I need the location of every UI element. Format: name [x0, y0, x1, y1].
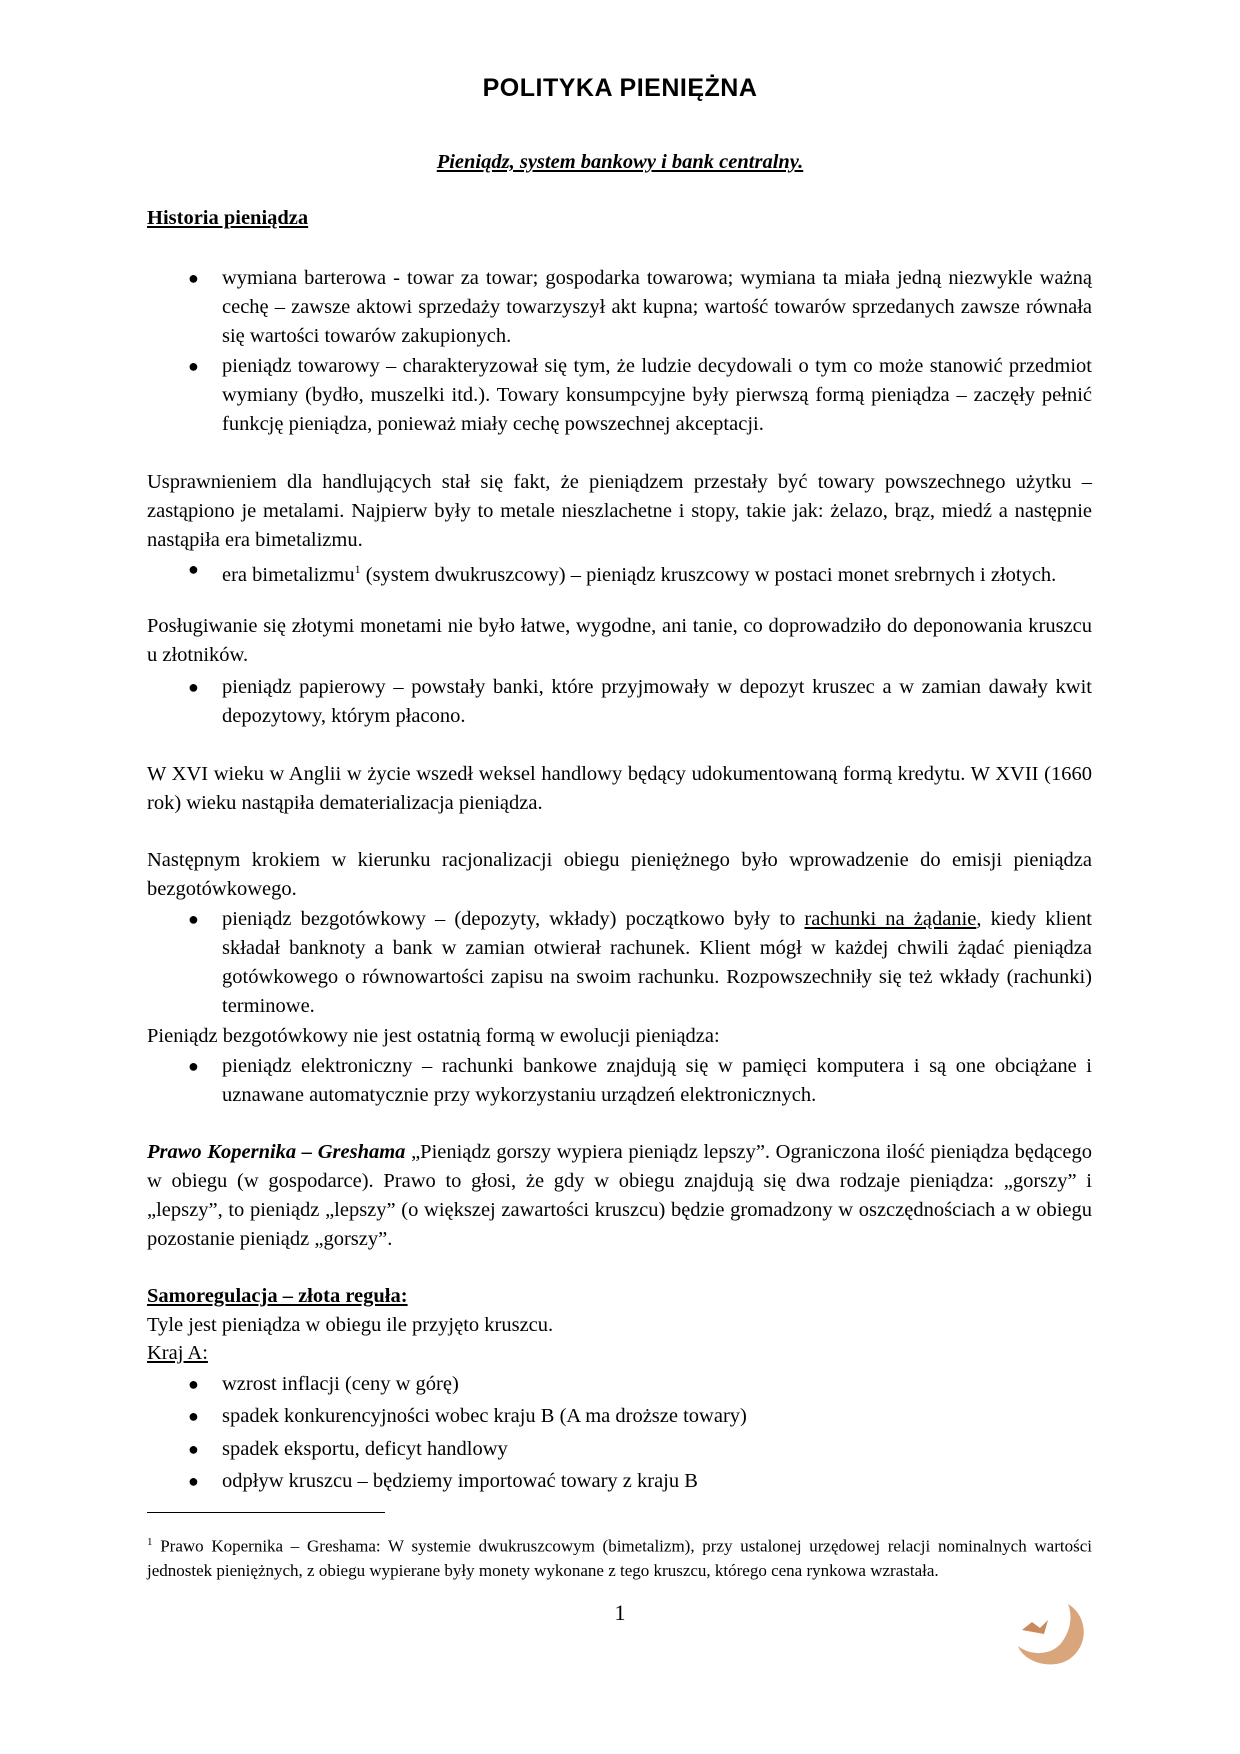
- paragraph-gresham-law: [147, 1138, 1092, 1254]
- list-item: [188, 1467, 1092, 1496]
- bullet-text: pieniądz towarowy – charakteryzował się tym, że ludzie decydowali o tym co może stanowić przedmiot wymiany (bydło, muszelki itd.). Towary konsumpcyjne były pierwszą formą pieniądza – zaczęły pełnić funkcję pieniądza, ponieważ miały cechę powszechnej akceptacji.: [222, 355, 1092, 435]
- page-number: 1: [614, 1600, 626, 1625]
- bullet-icon: ●: [188, 356, 199, 376]
- list-item: [188, 1370, 1092, 1399]
- bullet-text: pieniądz bezgotówkowy – (depozyty, wkłady) początkowo były to: [222, 908, 805, 930]
- list-item: [188, 1435, 1092, 1464]
- bullet-text: pieniądz elektroniczny – rachunki bankowe znajdują się w pamięci komputera i są one obciążane i uznawane automatycznie przy wykorzystaniu urządzeń elektronicznych.: [222, 1055, 1092, 1106]
- document-subtitle: Pieniądz, system bankowy i bank centralny.: [436, 151, 804, 173]
- demand-accounts-term: rachunki na żądanie: [804, 908, 977, 930]
- footnote-mark: 1: [147, 1536, 153, 1548]
- list-item-text: odpływ kruszcu – będziemy importować towary z kraju B: [222, 1470, 698, 1492]
- bullet-bimetalism: [188, 555, 1092, 590]
- section-heading-self-regulation: Samoregulacja – złota reguła:: [147, 1285, 408, 1307]
- bullet-icon: ●: [188, 268, 199, 288]
- bullet-icon: ●: [188, 677, 199, 697]
- footnote: [147, 1530, 1092, 1583]
- country-label: Kraj A:: [147, 1342, 208, 1364]
- list-item: [188, 1402, 1092, 1431]
- list-item-text: wzrost inflacji (ceny w górę): [222, 1373, 459, 1395]
- bullet-text: (system dwukruszcowy) – pieniądz kruszcowy w postaci monet srebrnych i złotych.: [360, 563, 1057, 586]
- bullet-icon: ●: [188, 1374, 199, 1394]
- paragraph-rule: Tyle jest pieniądza w obiegu ile przyjęto kruszcu.: [147, 1314, 554, 1336]
- document-title: POLITYKA PIENIĘŻNA: [482, 74, 758, 102]
- bullet-icon: ●: [188, 1056, 199, 1076]
- footnote-text: Prawo Kopernika – Greshama: W systemie dwukruszcowym (bimetalizm), przy ustalonej urzędowej relacji nominalnych wartości jednostek pieniężnych, z obiegu wypierane były monety wykonane z tego kruszcu, którego cena rynkowa wzrastała.: [147, 1536, 1092, 1580]
- bullet-text: , kiedy klient składał banknoty a bank w zamian otwierał rachunek. Klient mógł w każdej chwili żądać pieniądza gotówkowego o równowartości zapisu na swoim rachunku. Rozpowszechniły się też wkłady (rachunki) terminowe.: [222, 908, 1092, 1017]
- bullet-text: pieniądz papierowy – powstały banki, które przyjmowały w depozyt kruszec a w zamian dawały kwit depozytowy, którym płacono.: [222, 676, 1092, 727]
- bullet-paper-money: [188, 673, 1092, 731]
- paragraph-metals: Usprawnieniem dla handlujących stał się fakt, że pieniądzem przestały być towary powszechnego użytku – zastąpiono je metalami. Najpierw były to metale nieszlachetne i stopy, takie jak: żelazo, brąz, miedź a następnie nastąpiła era bimetalizmu.: [147, 471, 1092, 551]
- paragraph-goldsmiths: Posługiwanie się złotymi monetami nie było łatwe, wygodne, ani tanie, co doprowadziło do deponowania kruszcu u złotników.: [147, 615, 1092, 666]
- section-heading-history: Historia pieniądza: [147, 207, 309, 229]
- list-item-text: spadek eksportu, deficyt handlowy: [222, 1438, 508, 1460]
- list-item-text: spadek konkurencyjności wobec kraju B (A ma droższe towary): [222, 1405, 747, 1427]
- bullet-text: wymiana barterowa - towar za towar; gospodarka towarowa; wymiana ta miała jedną niezwykle ważną cechę – zawsze aktowi sprzedaży towarzyszył akt kupna; wartość towarów sprzedanych zawsze równała się wartości towarów zakupionych.: [222, 267, 1092, 347]
- bullet-icon: ●: [188, 1471, 199, 1491]
- paragraph-evolution: Pieniądz bezgotówkowy nie jest ostatnią formą w ewolucji pieniądza:: [147, 1025, 720, 1047]
- bullet-icon: ●: [188, 1406, 199, 1426]
- paragraph-bill-of-exchange: W XVI wieku w Anglii w życie wszedł weksel handlowy będący udokumentowaną formą kredytu. W XVII (1660 rok) wieku nastąpiła dematerializacja pieniądza.: [147, 763, 1092, 814]
- gresham-text: „Pieniądz gorszy wypiera pieniądz lepszy”. Ograniczona ilość pieniądza będącego w obiegu (w gospodarce). Prawo to głosi, że gdy w obiegu znajdują się dwa rodzaje pieniądza: „gorszy” i „lepszy”, to pieniądz „lepszy” (o większej zawartości kruszcu) będzie gromadzony w oszczędnościach a w obiegu pozostanie pieniądz „gorszy”.: [147, 1141, 1092, 1250]
- footnote-ref[interactable]: 1: [354, 562, 361, 576]
- gresham-term: Prawo Kopernika – Greshama: [147, 1141, 406, 1163]
- bullet-barter: [188, 264, 1092, 351]
- paragraph-cashless: Następnym krokiem w kierunku racjonalizacji obiegu pieniężnego było wprowadzenie do emisji pieniądza bezgotówkowego.: [147, 849, 1092, 900]
- footnote-separator: [147, 1512, 385, 1513]
- bullet-text: era bimetalizmu: [222, 563, 355, 586]
- bullet-icon: ●: [188, 559, 199, 579]
- bullet-cashless-money: [188, 905, 1092, 1021]
- bullet-icon: ●: [188, 909, 199, 929]
- bullet-electronic-money: [188, 1052, 1092, 1110]
- bullet-commodity-money: [188, 352, 1092, 439]
- bullet-icon: ●: [188, 1439, 199, 1459]
- moon-logo-icon: [1010, 1598, 1090, 1668]
